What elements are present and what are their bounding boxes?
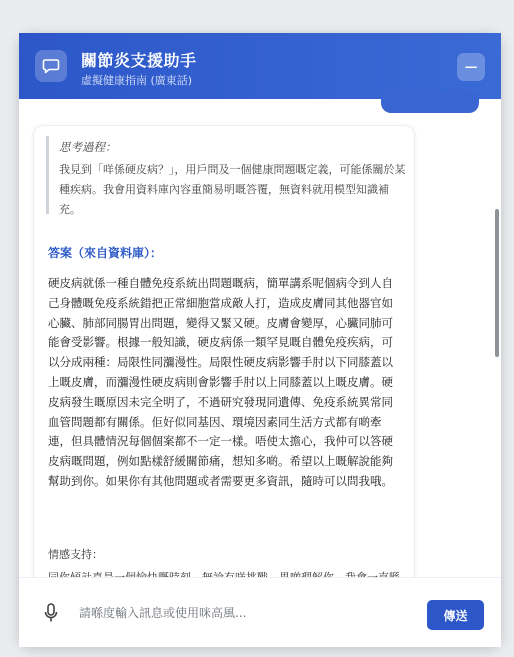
answer-title: 答案（來自資料庫）： [48,246,163,260]
message-input[interactable] [79,598,419,628]
thinking-block [46,136,406,214]
chat-bubble-icon [35,50,67,82]
microphone-icon[interactable] [41,602,61,624]
thinking-text: 我見到「咩係硬皮病？」，用戶問及一個健康問題嘅定義，可能係關於某種疾病。我會用資料庫內容重簡易明嘅答覆，無資料就用模型知識補充。 [59,163,406,216]
app-title: 關節炎支援助手 [81,51,197,70]
send-button[interactable]: 傳送 [427,600,484,630]
app-subtitle: 虛擬健康指南 (廣東話) [81,74,193,87]
input-bar [19,577,501,647]
user-message-bubble [381,91,479,113]
assistant-message-card [33,125,415,595]
chat-messages[interactable] [19,99,501,577]
scrollbar[interactable] [495,209,499,357]
minimize-button[interactable]: − [457,53,485,81]
emotion-support-title: 情感支持： [48,548,103,561]
answer-text: 硬皮病就係一種自體免疫系統出問題嘅病，簡單講系呢個病令到人自己身體嘅免疫系統錯把正常細胞當成敵人打，造成皮膚同其他器官如心臟、肺部同腸胃出問題，變得又緊又硬。皮膚會變厚，心臟同肺可能會受影響。根據一般知識，硬皮病係一類罕見嘅自體免疫疾病，可以分成兩種：局限性同瀰漫性。局限性硬皮病影響手肘以下同膝蓋以上嘅皮膚，而瀰漫性硬皮病則會影響手肘以上同膝蓋以上嘅皮膚。硬皮病發生嘅原因未完全明了，不過研究發現同遺傳、免疫系統異常同血管問題都有關係。佢好似同基因、環境因素同生活方式都有啲牽連，但具體情況每個個案都不一定一樣。唔使太擔心，我仲可以答硬皮病嘅問題，例如點樣舒緩關節痛，想知多啲。希望以上嘅解說能夠幫助到你。如果你有其他問題或者需要更多資訊，隨時可以問我哦。 [48,276,393,488]
thinking-title: 思考過程： [59,140,117,154]
chat-header [19,33,501,99]
chat-window [19,33,501,647]
